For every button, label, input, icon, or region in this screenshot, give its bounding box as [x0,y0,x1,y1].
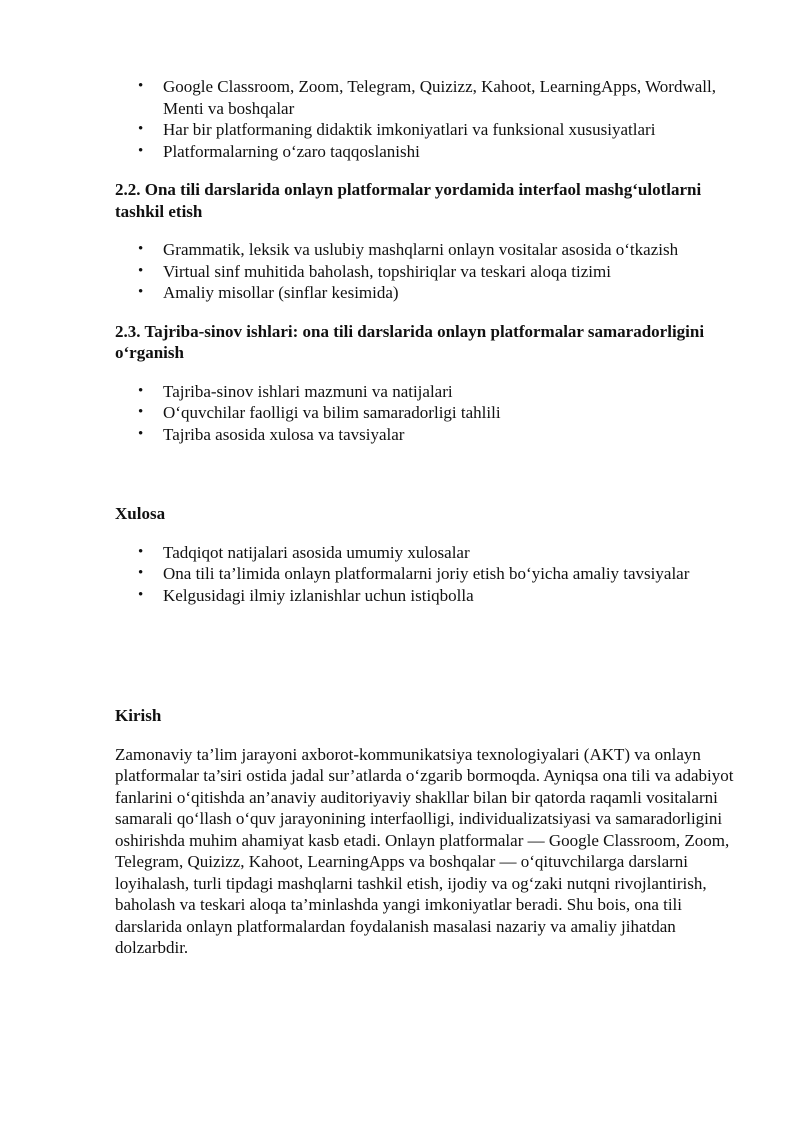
xulosa-heading: Xulosa [115,504,166,523]
list-item: • O‘quvchilar faolligi va bilim samaradorligi tahlili [115,402,745,424]
list-item: • Tadqiqot natijalari asosida umumiy xulosalar [115,542,745,564]
list-item: • Kelgusidagi ilmiy izlanishlar uchun istiqbolla [115,585,745,607]
list-item: • Amaliy misollar (sinflar kesimida) [115,282,745,304]
xulosa-list [115,542,745,607]
list-item: • Grammatik, leksik va uslubiy mashqlarni onlayn vositalar asosida o‘tkazish [115,239,745,261]
document-page [115,76,745,959]
section-2-2-list [115,239,745,304]
section-heading-2-2: 2.2. Ona tili darslarida onlayn platformalar yordamida interfaol mashg‘ulotlarni tashkil etish [115,180,702,221]
kirish-paragraph: Zamonaviy ta’lim jarayoni axborot-kommunikatsiya texnologiyalari (AKT) va onlayn platformalar ta’siri ostida jadal sur’atlarda o‘zgarib bormoqda. Ayniqsa ona tili va adabiyot fanlarini o‘qitishda an’anaviy auditoriyaviy shakllar bilan bir qatorda raqamli vositalarni samarali qo‘llash o‘quv jarayonining interfaolligi, individualizatsiyasi va samaradorligini oshirishda muhim ahamiyat kasb etadi. Onlayn platformalar — Google Classroom, Zoom, Telegram, Quizizz, Kahoot, LearningApps va boshqalar — o‘qituvchilarga darslarni loyihalash, turli tipdagi mashqlarni tashkil etish, ijodiy va og‘zaki nutqni rivojlantirish, baholash va teskari aloqa ta’minlashda yangi imkoniyatlar beradi. Shu bois, ona tili darslarida onlayn platformalardan foydalanish masalasi nazariy va amaliy jihatdan dolzarbdir. [115,744,734,957]
list-item: • Tajriba-sinov ishlari mazmuni va natijalari [115,381,745,403]
list-item: • Ona tili ta’limida onlayn platformalarni joriy etish bo‘yicha amaliy tavsiyalar [115,563,745,585]
platform-list [115,76,745,162]
kirish-heading: Kirish [115,706,162,725]
list-item: • Virtual sinf muhitida baholash, topshiriqlar va teskari aloqa tizimi [115,261,745,283]
section-2-3-list [115,381,745,446]
list-item: • Tajriba asosida xulosa va tavsiyalar [115,424,745,446]
section-heading-2-3: 2.3. Tajriba-sinov ishlari: ona tili darslarida onlayn platformalar samaradorligini o‘rganish [115,321,705,362]
list-item: • Google Classroom, Zoom, Telegram, Quizizz, Kahoot, LearningApps, Wordwall, Menti va boshqalar [115,76,745,119]
list-item: • Platformalarning o‘zaro taqqoslanishi [115,141,745,163]
list-item: • Har bir platformaning didaktik imkoniyatlari va funksional xususiyatlari [115,119,745,141]
